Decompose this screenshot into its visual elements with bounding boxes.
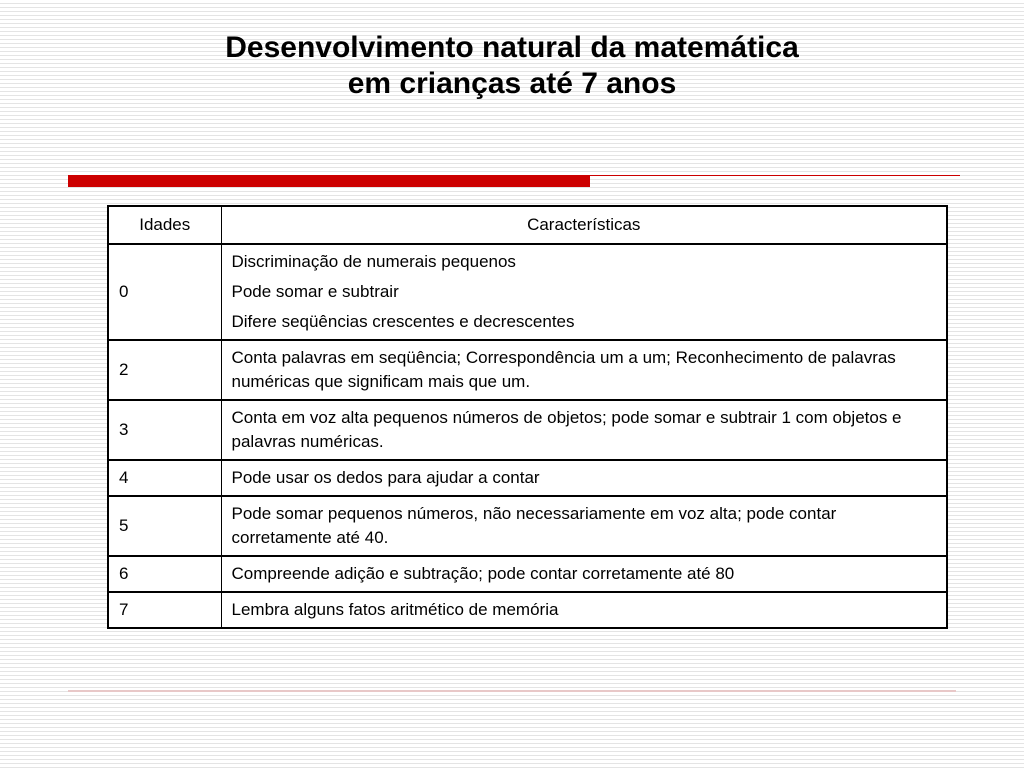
slide-title-line-1: Desenvolvimento natural da matemática	[225, 31, 799, 64]
characteristics-cell: Pode usar os dedos para ajudar a contar	[221, 460, 947, 496]
characteristic-line: Difere seqüências crescentes e decrescentes	[231, 312, 575, 331]
characteristics-cell	[221, 244, 947, 340]
header-ages: Idades	[108, 206, 221, 244]
table-row	[108, 400, 947, 460]
development-table	[107, 205, 948, 629]
slide-title-line-2: em crianças até 7 anos	[347, 67, 677, 100]
age-cell: 0	[108, 244, 221, 340]
table-row	[108, 460, 947, 496]
characteristics-cell: Lembra alguns fatos aritmético de memória	[221, 592, 947, 628]
characteristics-cell: Pode somar pequenos números, não necessariamente em voz alta; pode contar corretamente até 40.	[221, 496, 947, 556]
bottom-divider-line	[68, 690, 956, 692]
table-row	[108, 496, 947, 556]
age-cell: 7	[108, 592, 221, 628]
slide-title	[0, 30, 1024, 102]
table-row	[108, 244, 947, 340]
age-cell: 4	[108, 460, 221, 496]
age-cell: 2	[108, 340, 221, 400]
age-cell: 3	[108, 400, 221, 460]
table-row	[108, 592, 947, 628]
table-header-row	[108, 206, 947, 244]
thin-divider-line	[590, 175, 960, 176]
characteristics-cell: Compreende adição e subtração; pode contar corretamente até 80	[221, 556, 947, 592]
age-cell: 5	[108, 496, 221, 556]
characteristics-cell: Conta palavras em seqüência; Correspondência um a um; Reconhecimento de palavras numéricas que significam mais que um.	[221, 340, 947, 400]
header-characteristics: Características	[221, 206, 947, 244]
table-row	[108, 556, 947, 592]
age-cell: 6	[108, 556, 221, 592]
characteristic-line: Discriminação de numerais pequenos	[231, 252, 516, 271]
table-row	[108, 340, 947, 400]
characteristics-cell: Conta em voz alta pequenos números de objetos; pode somar e subtrair 1 com objetos e palavras numéricas.	[221, 400, 947, 460]
red-divider-bar	[68, 175, 590, 187]
characteristic-line: Pode somar e subtrair	[231, 282, 399, 301]
